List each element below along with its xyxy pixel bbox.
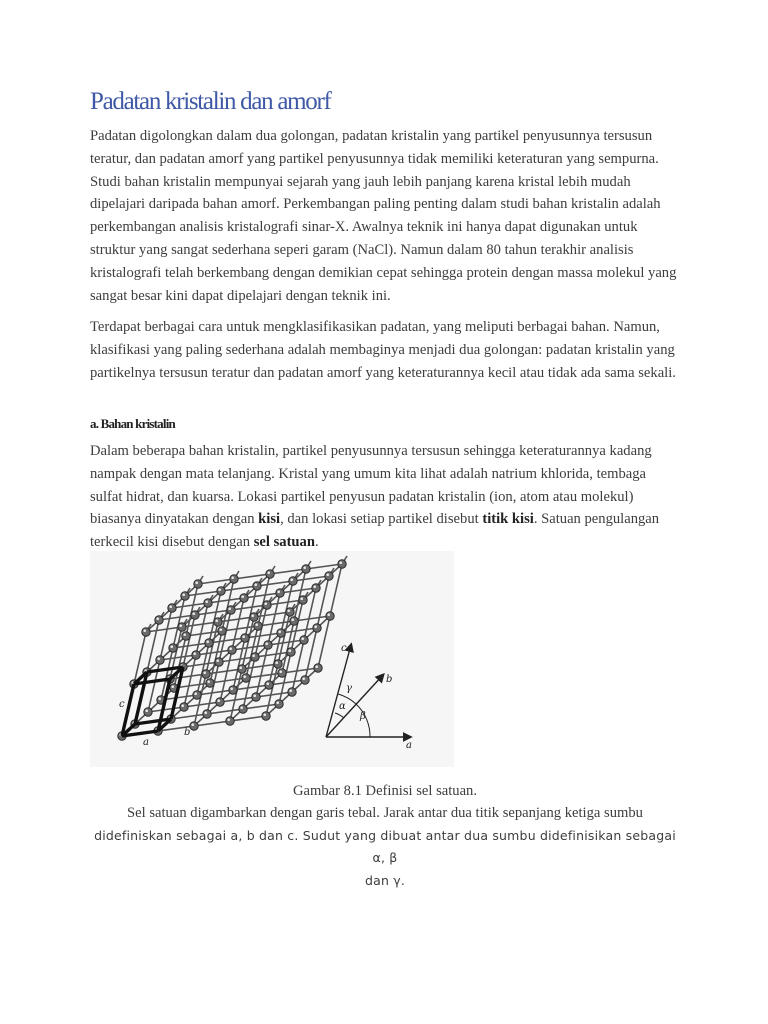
atom-highlight xyxy=(289,689,292,692)
atom-highlight xyxy=(205,600,208,603)
lattice-atom xyxy=(168,604,176,612)
atom-highlight xyxy=(252,654,255,657)
lattice-atom xyxy=(326,612,334,620)
lattice-label-a: a xyxy=(143,737,149,748)
lattice-atom xyxy=(254,622,262,630)
atom-highlight xyxy=(278,630,281,633)
atom-highlight xyxy=(231,576,234,579)
lattice-atom xyxy=(191,611,199,619)
atom-highlight xyxy=(204,711,207,714)
angle-label-beta: β xyxy=(360,711,366,722)
atom-highlight xyxy=(170,645,173,648)
axis-label-b: b xyxy=(386,674,393,685)
text-segment: . xyxy=(314,534,319,551)
atom-highlight xyxy=(277,590,280,593)
atom-highlight xyxy=(279,670,282,673)
lattice-atom xyxy=(276,589,284,597)
lattice-atom xyxy=(192,651,200,659)
atom-highlight xyxy=(193,652,196,655)
paragraph-classification: Terdapat berbagai cara untuk mengklasifikasikan padatan, yang meliputi berbagai bahan. Namun, klasifikasi yang paling sederhana adalah membaginya menjadi dua golongan: padatan kristalin yang partikelnya tersusun teratur dan padatan amorf yang keteraturannya kecil atau tidak ada sama sekali. xyxy=(90,319,676,381)
lattice-atom xyxy=(239,705,247,713)
atom-highlight xyxy=(315,665,318,668)
section-heading: a. Bahan kristalin xyxy=(90,416,175,431)
atom-highlight xyxy=(181,704,184,707)
atom-highlight xyxy=(206,640,209,643)
atom-highlight xyxy=(263,713,266,716)
angle-label-alpha: α xyxy=(339,701,346,712)
lattice-atom xyxy=(289,577,297,585)
lattice-atom xyxy=(288,688,296,696)
atom-highlight xyxy=(253,694,256,697)
atom-highlight xyxy=(218,588,221,591)
lattice-atom xyxy=(180,703,188,711)
atom-highlight xyxy=(302,677,305,680)
atom-highlight xyxy=(242,635,245,638)
page-title: Padatan kristalin dan amorf xyxy=(90,88,331,115)
text-segment: , dan lokasi setiap partikel disebut xyxy=(280,511,483,528)
lattice-atom xyxy=(214,618,222,626)
lattice-atom xyxy=(181,592,189,600)
atom-highlight xyxy=(290,578,293,581)
lattice-atom xyxy=(241,634,249,642)
atom-highlight xyxy=(207,680,210,683)
lattice-atom xyxy=(299,596,307,604)
lattice-atom xyxy=(338,560,346,568)
lattice-atom xyxy=(286,608,294,616)
atom-highlight xyxy=(182,593,185,596)
atom-highlight xyxy=(171,685,174,688)
term-titik-kisi: titik kisi xyxy=(482,511,534,528)
lattice-atom xyxy=(182,632,190,640)
atom-highlight xyxy=(217,699,220,702)
lattice-atom xyxy=(302,565,310,573)
lattice-atom xyxy=(265,681,273,689)
lattice-atom xyxy=(242,674,250,682)
atom-highlight xyxy=(339,561,342,564)
lattice-atom xyxy=(238,665,246,673)
atom-highlight xyxy=(266,682,269,685)
lattice-atom xyxy=(226,717,234,725)
lattice-atom xyxy=(229,686,237,694)
lattice-atom xyxy=(278,669,286,677)
lattice-atom xyxy=(193,691,201,699)
lattice-atom xyxy=(252,693,260,701)
atom-highlight xyxy=(314,625,317,628)
text-segment: Dalam beberapa bahan kristalin, partikel penyusunnya tersusun sehingga keteraturannya kadang nampak dengan mata telanjang. Kristal yang umum kita lihat adalah natrium khlorida, tembaga sulfat hidrat, dan kuarsa. Lokasi partikel penyusun padatan kristalin (ion, atom atau molekul) biasanya dinyatakan dengan xyxy=(90,443,652,528)
atom-highlight xyxy=(195,581,198,584)
atom-highlight xyxy=(158,697,161,700)
lattice-atom xyxy=(155,616,163,624)
lattice-atom xyxy=(142,628,150,636)
atom-highlight xyxy=(203,671,206,674)
atom-highlight xyxy=(192,612,195,615)
lattice-atom xyxy=(274,660,282,668)
lattice-atom xyxy=(266,570,274,578)
atom-highlight xyxy=(251,614,254,617)
atom-highlight xyxy=(227,718,230,721)
lattice-atom xyxy=(253,582,261,590)
atom-highlight xyxy=(143,629,146,632)
caption-line: Sel satuan digambarkan dengan garis tebal. Jarak antar dua titik sepanjang ketiga sumbu xyxy=(127,805,643,821)
atom-highlight xyxy=(264,602,267,605)
lattice-diagram xyxy=(90,551,454,767)
term-kisi: kisi xyxy=(258,511,281,528)
atom-highlight xyxy=(313,585,316,588)
paragraph-crystalline xyxy=(90,440,680,554)
lattice-atom xyxy=(312,584,320,592)
lattice-atom xyxy=(314,664,322,672)
lattice-atom xyxy=(190,722,198,730)
atom-highlight xyxy=(265,642,268,645)
lattice-atom xyxy=(251,653,259,661)
lattice-atom xyxy=(262,712,270,720)
atom-highlight xyxy=(215,619,218,622)
lattice-atom xyxy=(287,648,295,656)
lattice-atom xyxy=(203,710,211,718)
lattice-atom xyxy=(204,599,212,607)
axis-label-c: c xyxy=(341,643,347,654)
lattice-atom xyxy=(202,670,210,678)
atom-highlight xyxy=(327,613,330,616)
lattice-atom xyxy=(217,587,225,595)
lattice-label-b: b xyxy=(184,727,191,738)
lattice-atom xyxy=(206,679,214,687)
atom-highlight xyxy=(145,709,148,712)
term-sel-satuan: sel satuan xyxy=(253,534,315,551)
atom-highlight xyxy=(216,659,219,662)
atom-highlight xyxy=(239,666,242,669)
atom-highlight xyxy=(267,571,270,574)
atom-highlight xyxy=(230,687,233,690)
atom-highlight xyxy=(326,573,329,576)
atom-highlight xyxy=(179,624,182,627)
atom-highlight xyxy=(300,597,303,600)
lattice-atom xyxy=(144,708,152,716)
lattice-atom xyxy=(228,646,236,654)
lattice-atom xyxy=(194,580,202,588)
lattice-atom xyxy=(263,601,271,609)
lattice-atom xyxy=(218,627,226,635)
lattice-atom xyxy=(250,613,258,621)
axis-label-a: a xyxy=(406,740,412,751)
atom-highlight xyxy=(228,607,231,610)
caption-line: didefiniskan sebagai a, b dan c. Sudut yang dibuat antar dua sumbu didefinisikan sebagai α, β xyxy=(94,827,676,865)
lattice-label-c: c xyxy=(119,699,125,710)
unit-cell-figure xyxy=(90,551,454,767)
lattice-atom xyxy=(178,623,186,631)
atom-highlight xyxy=(183,633,186,636)
lattice-atom xyxy=(264,641,272,649)
axes-diagram xyxy=(326,643,412,751)
text-segment: . Satuan pengulangan terkecil kisi disebut dengan xyxy=(90,511,660,551)
atom-highlight xyxy=(191,723,194,726)
atom-highlight xyxy=(229,647,232,650)
atom-highlight xyxy=(288,649,291,652)
atom-highlight xyxy=(275,661,278,664)
atom-highlight xyxy=(291,618,294,621)
paragraph-intro: Padatan digolongkan dalam dua golongan, padatan kristalin yang partikel penyusunnya tersusun teratur, dan padatan amorf yang partikel penyusunnya tidak memiliki keteraturan yang sempurna. Studi bahan kristalin mempunyai sejarah yang jauh lebih panjang karena kristal lebih mudah dipelajari daripada bahan amorf. Perkembangan paling penting dalam studi bahan kristalin adalah perkembangan analisis kristalografi sinar-X. Awalnya teknik ini hanya dapat digunakan untuk struktur yang sangat sederhana seperi garam (NaCl). Namun dalam 80 tahun terakhir analisis kristalografi telah berkembang dengan demikian cepat sehingga protein dengan massa molekul yang sangat besar kini dapat dipelajari dengan teknik ini. xyxy=(90,128,677,304)
atom-highlight xyxy=(157,657,160,660)
atom-highlight xyxy=(194,692,197,695)
lattice-atom xyxy=(227,606,235,614)
lattice-atom xyxy=(290,617,298,625)
atom-highlight xyxy=(301,637,304,640)
lattice-atom xyxy=(325,572,333,580)
atom-highlight xyxy=(303,566,306,569)
atom-highlight xyxy=(169,605,172,608)
atom-highlight xyxy=(243,675,246,678)
lattice-atom xyxy=(275,700,283,708)
lattice-atom xyxy=(230,575,238,583)
lattice-atom xyxy=(301,676,309,684)
lattice-atom xyxy=(240,594,248,602)
lattice-atom xyxy=(156,656,164,664)
atom-highlight xyxy=(255,623,258,626)
figure-caption-description xyxy=(90,802,680,892)
lattice-atom xyxy=(313,624,321,632)
angle-label-gamma: γ xyxy=(346,683,352,694)
atom-highlight xyxy=(219,628,222,631)
atom-highlight xyxy=(156,617,159,620)
atom-highlight xyxy=(240,706,243,709)
lattice-atom xyxy=(300,636,308,644)
lattice-atom xyxy=(216,698,224,706)
lattice-atom xyxy=(169,644,177,652)
atom-highlight xyxy=(241,595,244,598)
atom-highlight xyxy=(276,701,279,704)
caption-line: dan γ. xyxy=(364,872,406,888)
unit-cell-outline xyxy=(122,667,183,736)
lattice-atom xyxy=(205,639,213,647)
atom-highlight xyxy=(287,609,290,612)
figure-caption-title: Gambar 8.1 Definisi sel satuan. xyxy=(293,783,477,799)
lattice-atom xyxy=(277,629,285,637)
atom-highlight xyxy=(254,583,257,586)
lattice-atom xyxy=(215,658,223,666)
